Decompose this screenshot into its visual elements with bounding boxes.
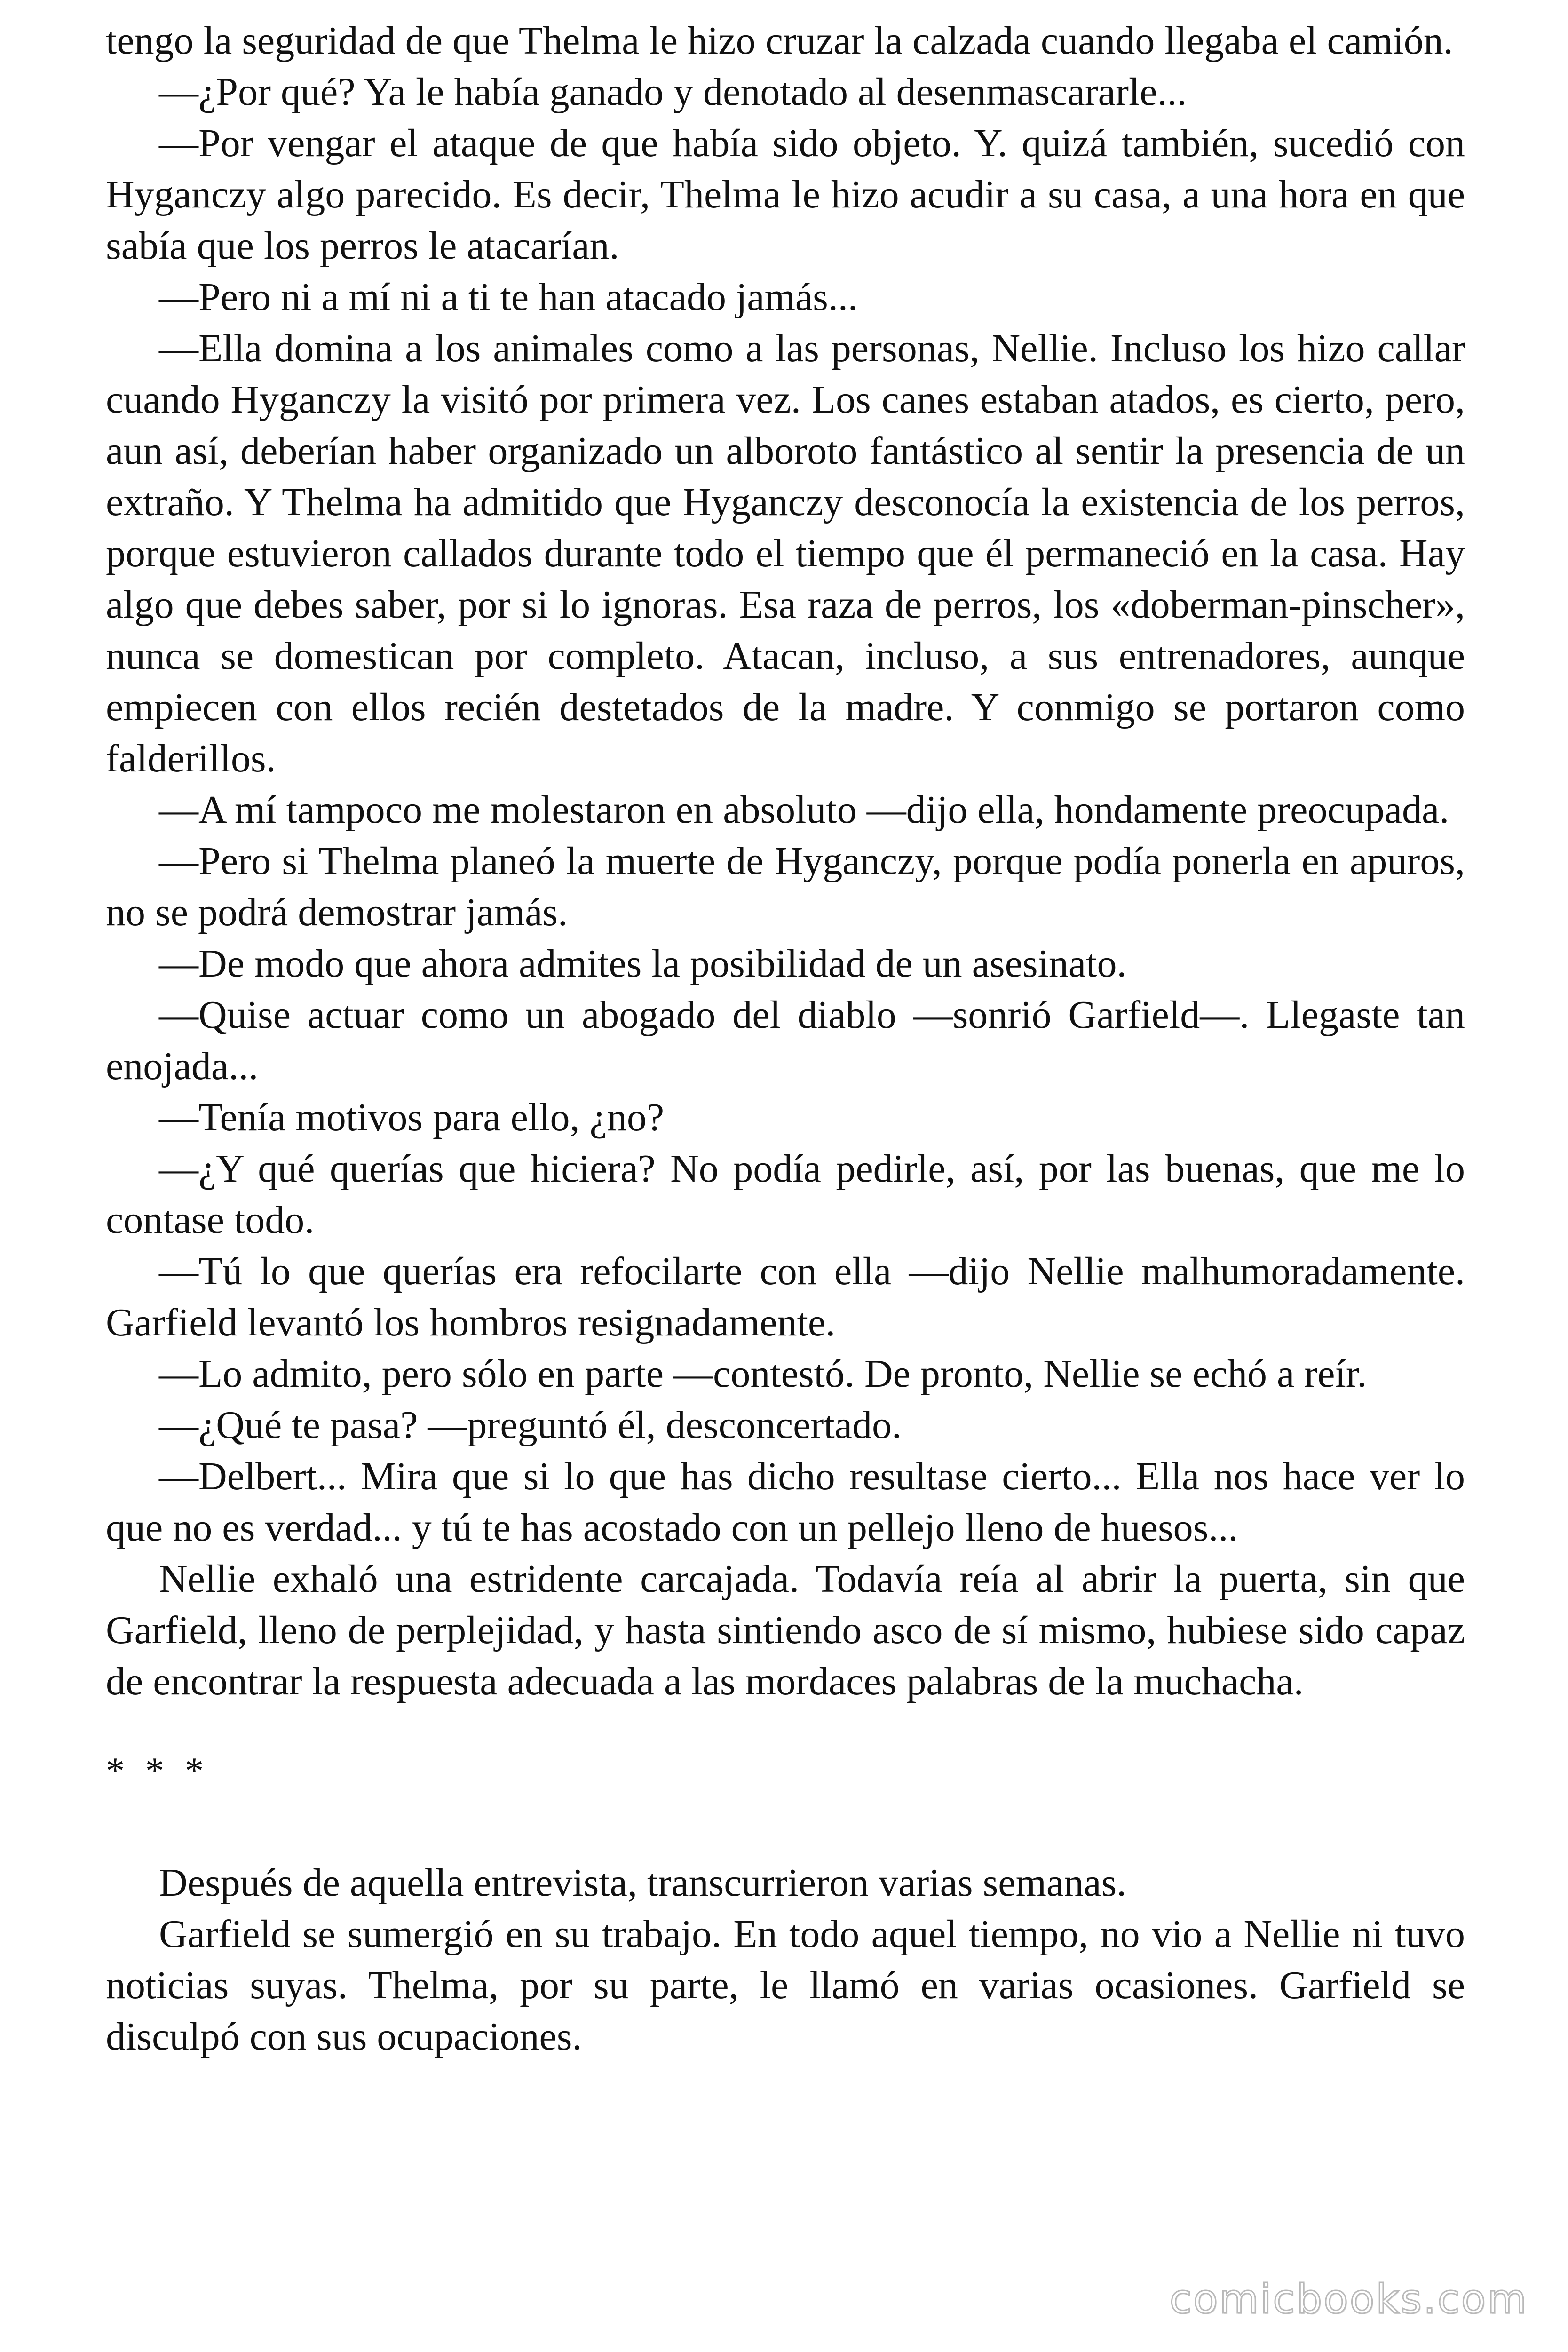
paragraph: —Quise actuar como un abogado del diablo —sonrió Garfield—. Llegaste tan enojada...: [106, 993, 1465, 1088]
paragraph: —Pero si Thelma planeó la muerte de Hyganczy, porque podía ponerla en apuros, no se podrá demostrar jamás.: [106, 839, 1465, 934]
paragraph: —¿Y qué querías que hiciera? No podía pedirle, así, por las buenas, que me lo contase todo.: [106, 1147, 1465, 1242]
section-separator: * * *: [106, 1750, 209, 1792]
paragraph: —Tenía motivos para ello, ¿no?: [159, 1096, 665, 1139]
paragraph: —De modo que ahora admites la posibilidad de un asesinato.: [159, 942, 1127, 985]
paragraph: Garfield se sumergió en su trabajo. En todo aquel tiempo, no vio a Nellie ni tuvo noticias suyas. Thelma, por su parte, le llamó en varias ocasiones. Garfield se disculpó con sus ocupaciones.: [106, 1912, 1465, 2058]
paragraph: —Por vengar el ataque de que había sido objeto. Y. quizá también, sucedió con Hyganczy algo parecido. Es decir, Thelma le hizo acudir a su casa, a una hora en que sabía que los perros le atacarían.: [106, 121, 1465, 268]
paragraph: —Pero ni a mí ni a ti te han atacado jamás...: [159, 275, 858, 319]
watermark: comicbooks.com: [1169, 2276, 1528, 2323]
paragraph: —¿Qué te pasa? —preguntó él, desconcertado.: [159, 1403, 902, 1447]
paragraph: —Tú lo que querías era refocilarte con ella —dijo Nellie malhumoradamente. Garfield levantó los hombros resignadamente.: [106, 1249, 1465, 1344]
paragraph: —A mí tampoco me molestaron en absoluto —dijo ella, hondamente preocupada.: [159, 788, 1449, 832]
paragraph: Después de aquella entrevista, transcurrieron varias semanas.: [159, 1861, 1127, 1905]
paragraph: —¿Por qué? Ya le había ganado y denotado al desenmascararle...: [159, 70, 1187, 114]
paragraph: Nellie exhaló una estridente carcajada. Todavía reía al abrir la puerta, sin que Garfield, lleno de perplejidad, y hasta sintiendo asco de sí mismo, hubiese sido capaz de encontrar la respuesta adecuada a las mordaces palabras de la muchacha.: [106, 1557, 1465, 1703]
paragraph: —Lo admito, pero sólo en parte —contestó. De pronto, Nellie se echó a reír.: [159, 1352, 1367, 1396]
paragraph: —Delbert... Mira que si lo que has dicho resultase cierto... Ella nos hace ver lo que no es verdad... y tú te has acostado con un pellejo lleno de huesos...: [106, 1454, 1465, 1549]
paragraph: —Ella domina a los animales como a las personas, Nellie. Incluso los hizo callar cuando Hyganczy la visitó por primera vez. Los canes estaban atados, es cierto, pero, aun así, deberían haber organizado un alboroto fantástico al sentir la presencia de un extraño. Y Thelma ha admitido que Hyganczy desconocía la existencia de los perros, porque estuvieron callados durante todo el tiempo que él permaneció en la casa. Hay algo que debes saber, por si lo ignoras. Esa raza de perros, los «doberman-pinscher», nunca se domestican por completo. Atacan, incluso, a sus entrenadores, aunque empiecen con ellos recién destetados de la madre. Y conmigo se portaron como falderillos.: [106, 326, 1465, 780]
paragraph: tengo la seguridad de que Thelma le hizo cruzar la calzada cuando llegaba el camión.: [106, 19, 1453, 63]
page-text: [106, 15, 1465, 2062]
